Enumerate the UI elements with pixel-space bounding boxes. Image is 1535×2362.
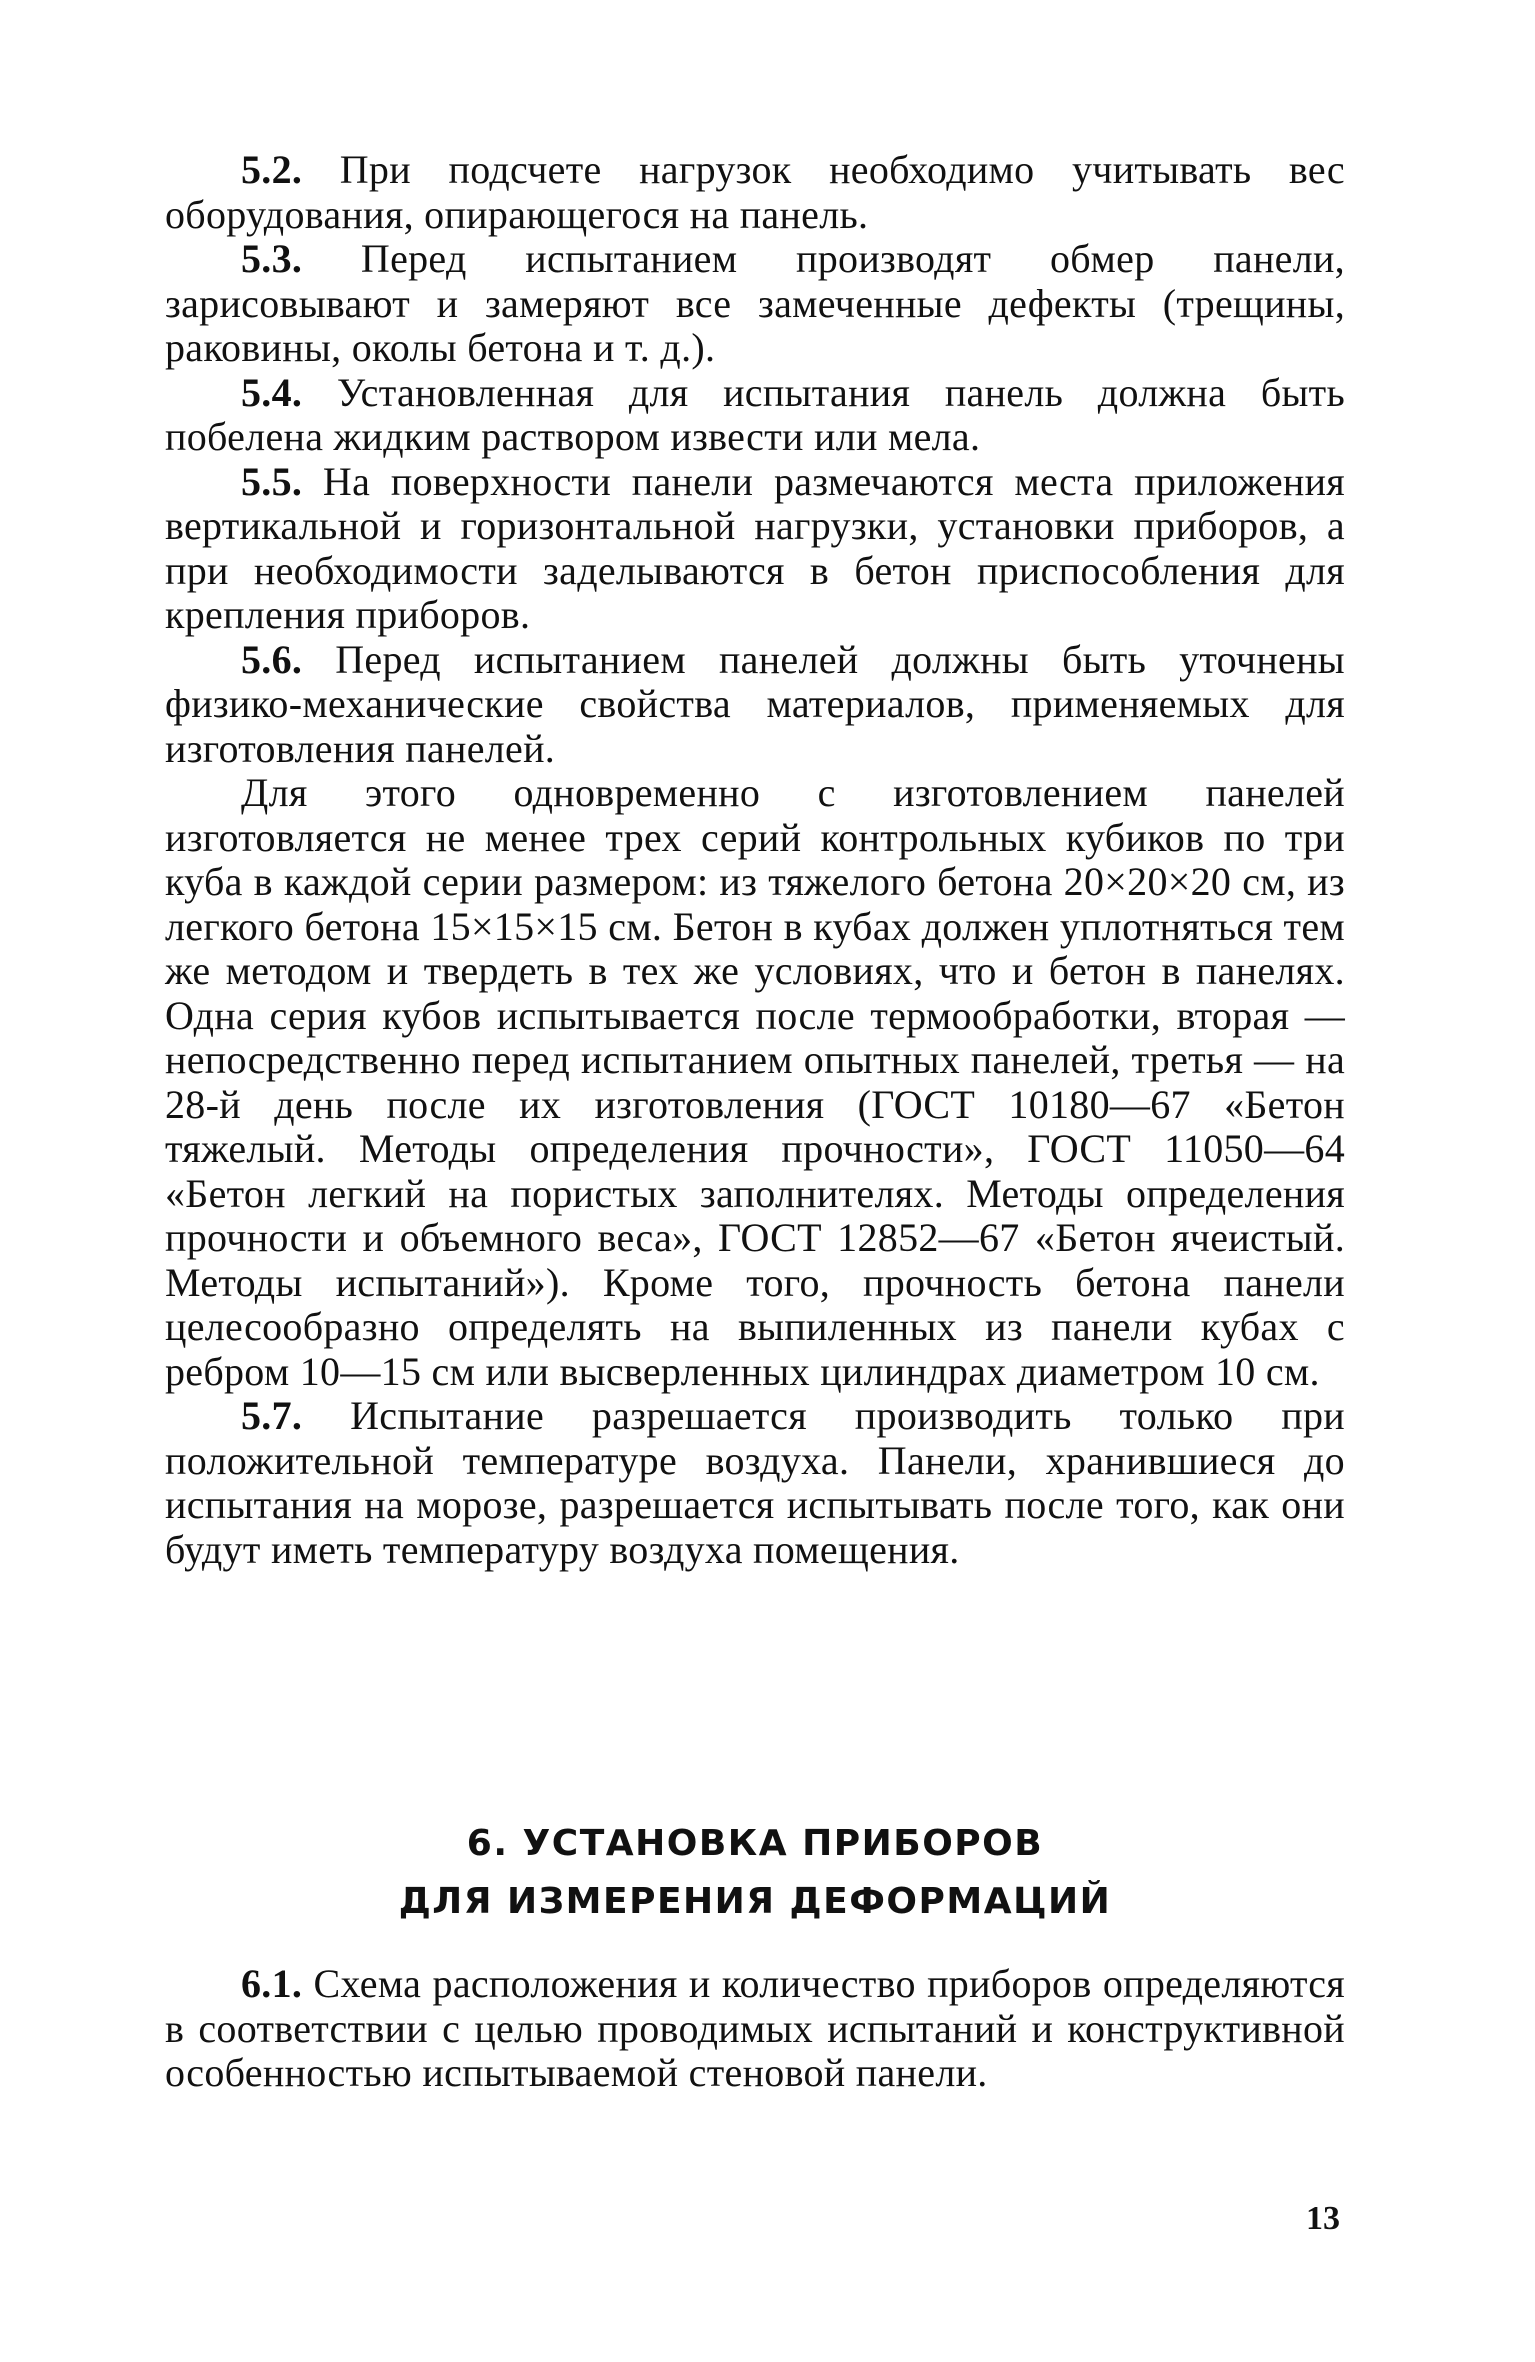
page-number: 13 bbox=[1306, 2200, 1340, 2237]
paragraph-text: Схема расположения и количество приборов определяются в соответствии с целью проводимых испытаний и конструктивной особенностью испытываемой стеновой панели. bbox=[165, 1961, 1345, 2095]
section-heading-line-2: ДЛЯ ИЗМЕРЕНИЯ ДЕФОРМАЦИЙ bbox=[398, 1881, 1112, 1922]
paragraph-text: Перед испытанием панелей должны быть уточнены физико-механические свойства материалов, применяемых для изготовления панелей. bbox=[165, 636, 1345, 771]
paragraph-text: Перед испытанием производят обмер панели, зарисовывают и замеряют все замеченные дефекты (трещины, раковины, околы бетона и т. д.). bbox=[165, 236, 1345, 370]
paragraph-number: 6.1. bbox=[241, 1961, 303, 2006]
paragraph-5-5 bbox=[165, 460, 1345, 638]
paragraph-5-2 bbox=[165, 148, 1345, 237]
paragraph-number: 5.4. bbox=[241, 369, 303, 415]
paragraph-text: Для этого одновременно с изготовлением панелей изготовляется не менее трех серий контрольных кубиков по три куба в каждой серии размером: из тяжелого бетона 20×20×20 см, из легкого бетона 15×15×15 см. Бетон в кубах должен уплотняться тем же методом и твердеть в тех же условиях, что и бетон в панелях. Одна серия кубов испытывается после термообработки, вторая — непосредственно перед испытанием опытных панелей, третья — на 28-й день после их изготовления (ГОСТ 10180—67 «Бетон тяжелый. Методы определения прочности», ГОСТ 11050—64 «Бетон легкий на пористых заполнителях. Методы определения прочности и объемного веса», ГОСТ 12852—67 «Бетон ячеистый. Методы испытаний»). Кроме того, прочность бетона панели целесообразно определять на выпиленных из панели кубах с ребром 10—15 см или высверленных цилиндрах диаметром 10 см. bbox=[165, 770, 1345, 1394]
paragraph-5-6 bbox=[165, 638, 1345, 772]
paragraph-6-1 bbox=[165, 1962, 1345, 2096]
paragraph-number: 5.2. bbox=[241, 147, 303, 192]
section-heading-line-1: 6. УСТАНОВКА ПРИБОРОВ bbox=[466, 1823, 1044, 1864]
paragraph-5-3 bbox=[165, 237, 1345, 371]
body-text bbox=[165, 148, 1345, 1572]
paragraph-text: Испытание разрешается производить только при положительной температуре воздуха. Панели, хранившиеся до испытания на морозе, разрешается испытывать после того, как они будут иметь температуру воздуха помещения. bbox=[165, 1393, 1345, 1572]
paragraph-text: На поверхности панели размечаются места приложения вертикальной и горизонтальной нагрузки, установки приборов, а при необходимости заделываются в бетон приспособления для крепления приборов. bbox=[165, 458, 1345, 637]
paragraph-number: 5.5. bbox=[241, 458, 303, 504]
paragraph-5-7 bbox=[165, 1394, 1345, 1572]
paragraph-number: 5.7. bbox=[241, 1393, 303, 1438]
paragraph-text: Установленная для испытания панель должна быть побелена жидким раствором извести или мела. bbox=[165, 369, 1345, 459]
paragraph-5-4 bbox=[165, 371, 1345, 460]
paragraph-text: При подсчете нагрузок необходимо учитывать вес оборудования, опирающегося на панель. bbox=[165, 147, 1345, 237]
paragraph-number: 5.6. bbox=[241, 636, 303, 682]
paragraph-5-6-continued bbox=[165, 771, 1345, 1394]
section-body-text bbox=[165, 1962, 1345, 2096]
paragraph-number: 5.3. bbox=[241, 236, 303, 281]
